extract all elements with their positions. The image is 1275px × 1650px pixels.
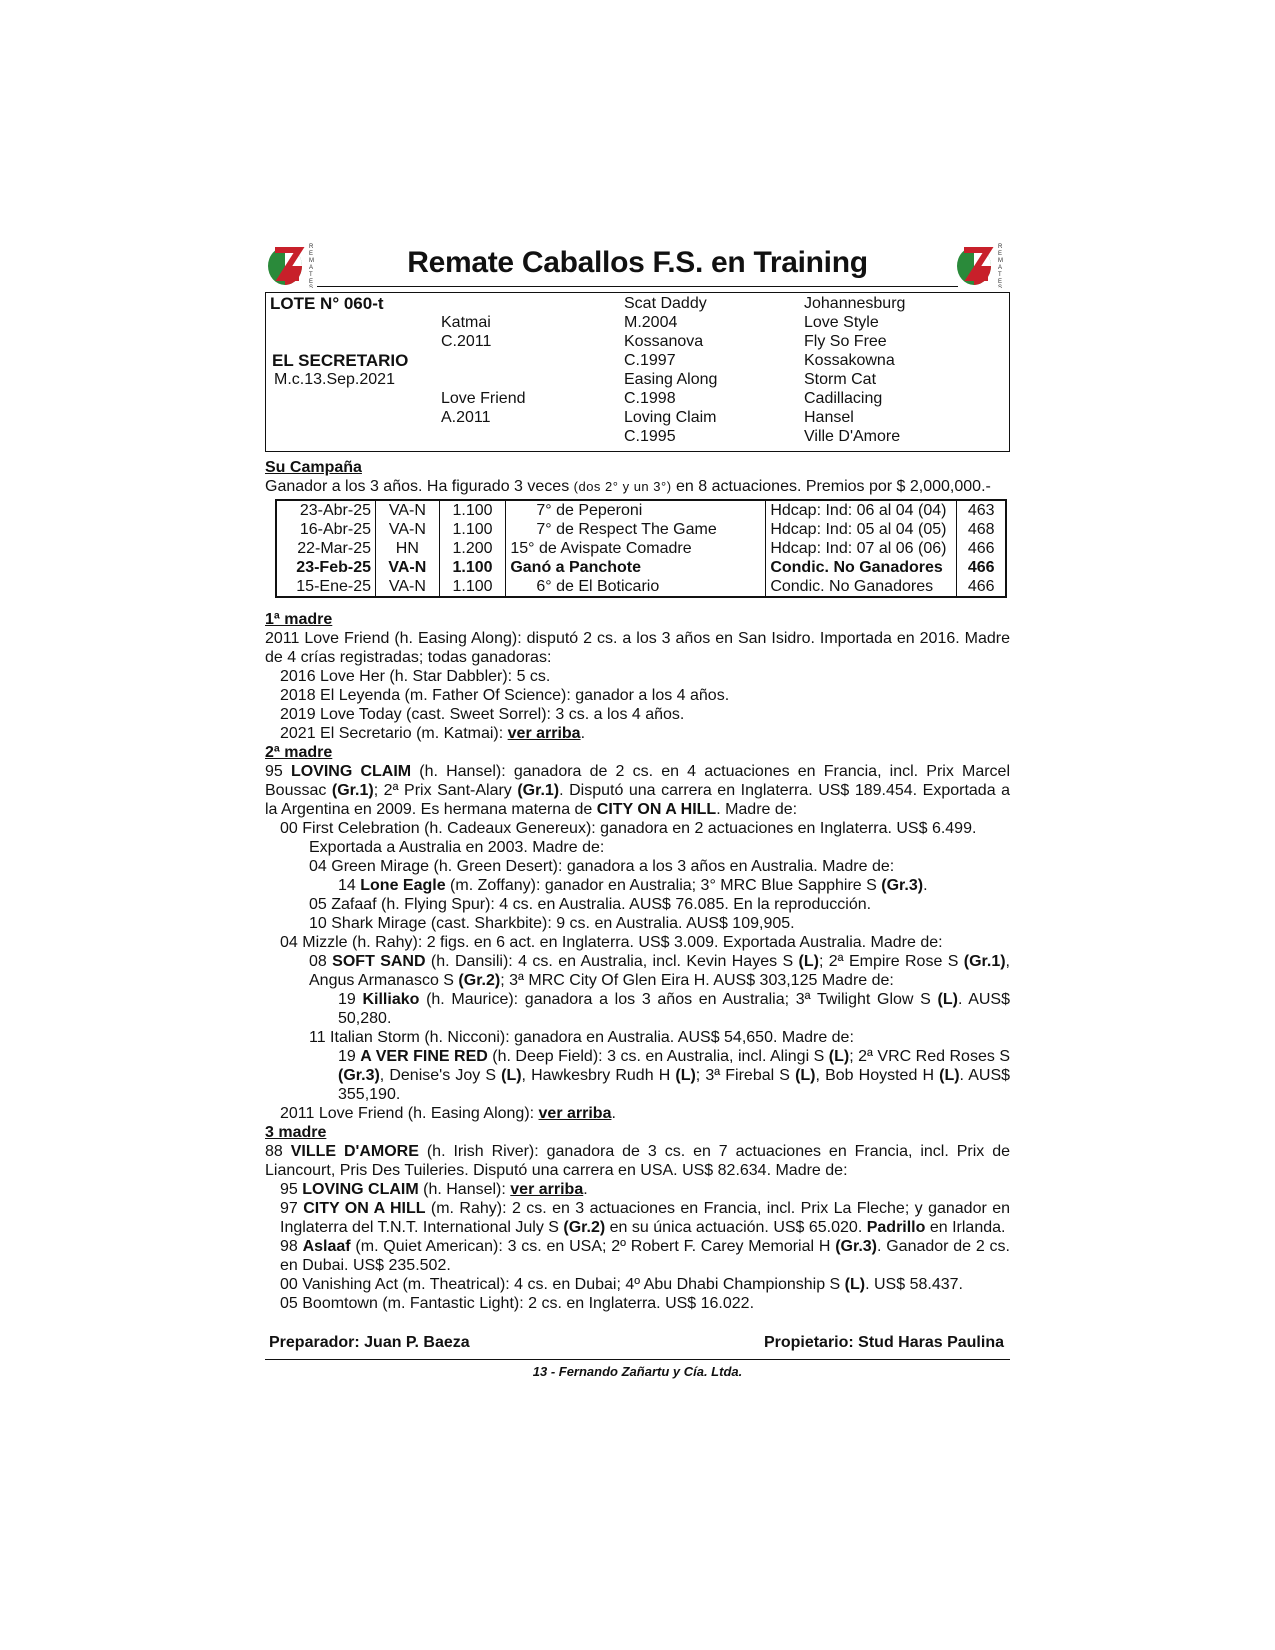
svg-text:T: T bbox=[309, 272, 313, 278]
grandparent-3-info: C.1998 bbox=[624, 390, 676, 407]
race-cell: VA-N bbox=[376, 520, 440, 539]
page-footer bbox=[265, 1333, 1010, 1353]
race-cell: 22-Mar-25 bbox=[276, 539, 376, 558]
race-cell: Condic. No Ganadores bbox=[766, 558, 957, 577]
race-row bbox=[276, 577, 1006, 597]
list-item: 19 Killiako (h. Maurice): ganadora a los 3 años en Australia; 3ª Twilight Glow S (L). AUS$ 50,280. bbox=[338, 991, 1010, 1027]
race-cell: Ganó a Panchote bbox=[506, 558, 766, 577]
race-cell: Condic. No Ganadores bbox=[766, 577, 957, 597]
svg-text:E: E bbox=[998, 279, 1003, 285]
svg-text:R: R bbox=[309, 244, 314, 250]
madre3-text: 88 VILLE D'AMORE (h. Irish River): ganadora de 3 cs. en 7 actuaciones en Francia, incl. Prix de Liancourt, Pris Des Tuileries. Disputó una carrera en USA. US$ 82.634. Madre de: bbox=[265, 1143, 1011, 1179]
page-number: 13 - Fernando Zañartu y Cía. Ltda. bbox=[532, 1364, 743, 1379]
lot-number: LOTE N° 060-t bbox=[270, 294, 384, 313]
race-cell: HN bbox=[376, 539, 440, 558]
list-item: 98 Aslaaf (m. Quiet American): 3 cs. en USA; 2º Robert F. Carey Memorial H (Gr.3). Ganador de 2 cs. en Dubai. US$ 235.502. bbox=[280, 1238, 1011, 1274]
race-cell: 1.100 bbox=[439, 558, 506, 577]
trainer: Preparador: Juan P. Baeza bbox=[269, 1334, 470, 1351]
great-grandparent: Ville D'Amore bbox=[804, 428, 901, 445]
svg-text:T: T bbox=[998, 272, 1002, 278]
list-item: 04 Green Mirage (h. Green Desert): ganadora a los 3 años en Australia. Madre de: bbox=[309, 858, 895, 875]
race-cell: 1.100 bbox=[439, 577, 506, 597]
pedigree-box bbox=[265, 292, 1010, 452]
race-row bbox=[276, 520, 1006, 539]
list-item: 00 Vanishing Act (m. Theatrical): 4 cs. en Dubai; 4º Abu Dhabi Championship S (L). US$ 58.437. bbox=[280, 1276, 963, 1293]
madre3-heading: 3 madre bbox=[265, 1124, 327, 1141]
list-item: 05 Boomtown (m. Fantastic Light): 2 cs. en Inglaterra. US$ 16.022. bbox=[280, 1295, 755, 1312]
remates-logo-right bbox=[954, 240, 1010, 288]
race-cell: 15° de Avispate Comadre bbox=[506, 539, 766, 558]
svg-text:R: R bbox=[998, 244, 1003, 250]
list-item: 14 Lone Eagle (m. Zoffany): ganador en Australia; 3° MRC Blue Sapphire S (Gr.3). bbox=[338, 877, 928, 894]
svg-text:E: E bbox=[309, 279, 314, 285]
race-row bbox=[276, 539, 1006, 558]
svg-text:M: M bbox=[309, 258, 314, 264]
list-item: 00 First Celebration (h. Cadeaux Genereux): ganadora en 2 actuaciones en Inglaterra. US$ 6.499. bbox=[280, 820, 977, 837]
race-row bbox=[276, 500, 1006, 520]
grandparent-1: Scat Daddy bbox=[624, 295, 707, 312]
list-item: 2016 Love Her (h. Star Dabbler): 5 cs. bbox=[280, 668, 551, 685]
svg-text:S: S bbox=[309, 285, 314, 288]
list-item: 05 Zafaaf (h. Flying Spur): 4 cs. en Australia. AUS$ 76.085. En la reproducción. bbox=[309, 896, 872, 913]
campaign-heading: Su Campaña bbox=[265, 459, 362, 476]
race-cell: 6° de El Boticario bbox=[506, 577, 766, 597]
svg-text:A: A bbox=[998, 265, 1003, 271]
great-grandparent: Hansel bbox=[804, 409, 854, 426]
madre2-text: 95 LOVING CLAIM (h. Hansel): ganadora de 2 cs. en 4 actuaciones en Francia, incl. Prix Marcel Boussac (Gr.1); 2ª Prix Sant-Alary (Gr.1). Disputó una carrera en Inglaterra. US$ 189.454. Exportada a la Argentina en 2009. Es hermana materna de CITY ON A HILL. Madre de: bbox=[265, 763, 1011, 818]
race-cell: 7° de Peperoni bbox=[506, 500, 766, 520]
svg-text:S: S bbox=[998, 285, 1003, 288]
race-cell: VA-N bbox=[376, 500, 440, 520]
list-item: 04 Mizzle (h. Rahy): 2 figs. en 6 act. en Inglaterra. US$ 3.009. Exportada Australia. Madre de: bbox=[280, 934, 943, 951]
grandparent-3: Easing Along bbox=[624, 371, 718, 388]
sire-info: C.2011 bbox=[441, 333, 492, 350]
svg-text:E: E bbox=[309, 251, 314, 257]
race-cell: Hdcap: Ind: 06 al 04 (04) bbox=[766, 500, 957, 520]
race-cell: 466 bbox=[957, 539, 1006, 558]
remates-logo-left bbox=[265, 240, 321, 288]
list-item: 95 LOVING CLAIM (h. Hansel): ver arriba. bbox=[280, 1181, 588, 1198]
race-cell: 23-Abr-25 bbox=[276, 500, 376, 520]
madre1-heading: 1ª madre bbox=[265, 611, 333, 628]
race-cell: 1.100 bbox=[439, 500, 506, 520]
list-item: 2021 El Secretario (m. Katmai): ver arriba. bbox=[280, 725, 586, 742]
great-grandparent: Storm Cat bbox=[804, 371, 877, 388]
catalog-page bbox=[265, 240, 1010, 1379]
list-item: 10 Shark Mirage (cast. Sharkbite): 9 cs. en Australia. AUS$ 109,905. bbox=[309, 915, 795, 932]
list-item: Exportada a Australia en 2003. Madre de: bbox=[309, 839, 605, 856]
great-grandparent: Kossakowna bbox=[804, 352, 895, 369]
page-header bbox=[265, 240, 1010, 290]
campaign-text: Ganador a los 3 años. Ha figurado 3 veces (dos 2° y un 3°) en 8 actuaciones. Premios por $ 2,000,000.- bbox=[265, 478, 991, 495]
great-grandparent: Cadillacing bbox=[804, 390, 883, 407]
grandparent-2-info: C.1997 bbox=[624, 352, 676, 369]
list-item: 19 A VER FINE RED (h. Deep Field): 3 cs. en Australia, incl. Alingi S (L); 2ª VRC Red Roses S (Gr.3), Denise's Joy S (L), Hawkesbry Rudh H (L); 3ª Firebal S (L), Bob Hoysted H (L). AUS$ 355,190. bbox=[338, 1048, 1011, 1103]
header-rule bbox=[317, 286, 958, 287]
footer-rule bbox=[265, 1359, 1010, 1360]
race-cell: Hdcap: Ind: 05 al 04 (05) bbox=[766, 520, 957, 539]
race-cell: VA-N bbox=[376, 577, 440, 597]
svg-text:A: A bbox=[309, 265, 314, 271]
race-cell: 468 bbox=[957, 520, 1006, 539]
list-item: 2018 El Leyenda (m. Father Of Science): ganador a los 4 años. bbox=[280, 687, 730, 704]
grandparent-4-info: C.1995 bbox=[624, 428, 676, 445]
race-cell: 1.100 bbox=[439, 520, 506, 539]
grandparent-2: Kossanova bbox=[624, 333, 704, 350]
grandparent-4: Loving Claim bbox=[624, 409, 717, 426]
sire-name: Katmai bbox=[441, 314, 491, 331]
race-cell: 23-Feb-25 bbox=[276, 558, 376, 577]
owner: Propietario: Stud Haras Paulina bbox=[763, 1334, 1004, 1351]
race-cell: 463 bbox=[957, 500, 1006, 520]
list-item: 11 Italian Storm (h. Nicconi): ganadora en Australia. AUS$ 54,650. Madre de: bbox=[309, 1029, 854, 1046]
dam-name: Love Friend bbox=[441, 390, 526, 407]
svg-text:E: E bbox=[998, 251, 1003, 257]
madre1-text: 2011 Love Friend (h. Easing Along): disputó 2 cs. a los 3 años en San Isidro. Importada en 2016. Madre de 4 crías registradas; todas ganadoras: bbox=[265, 630, 1010, 666]
race-row bbox=[276, 558, 1006, 577]
race-cell: 1.200 bbox=[439, 539, 506, 558]
page-title: Remate Caballos F.S. en Training bbox=[407, 246, 868, 279]
dam-info: A.2011 bbox=[441, 409, 491, 426]
list-item: 2011 Love Friend (h. Easing Along): ver arriba. bbox=[280, 1105, 616, 1122]
race-cell: 15-Ene-25 bbox=[276, 577, 376, 597]
race-cell: Hdcap: Ind: 07 al 06 (06) bbox=[766, 539, 957, 558]
svg-text:M: M bbox=[998, 258, 1003, 264]
horse-info: M.c.13.Sep.2021 bbox=[274, 371, 395, 388]
madre2-heading: 2ª madre bbox=[265, 744, 333, 761]
grandparent-1-info: M.2004 bbox=[624, 314, 678, 331]
great-grandparent: Fly So Free bbox=[804, 333, 887, 350]
race-cell: 16-Abr-25 bbox=[276, 520, 376, 539]
race-cell: 466 bbox=[957, 558, 1006, 577]
race-cell: VA-N bbox=[376, 558, 440, 577]
race-table bbox=[275, 499, 1007, 598]
horse-name: EL SECRETARIO bbox=[272, 351, 409, 370]
race-cell: 7° de Respect The Game bbox=[506, 520, 766, 539]
list-item: 08 SOFT SAND (h. Dansili): 4 cs. en Australia, incl. Kevin Hayes S (L); 2ª Empire Rose S (Gr.1), Angus Armanasco S (Gr.2); 3ª MRC City Of Glen Eira H. AUS$ 303,125 Madre de: bbox=[309, 953, 1010, 989]
great-grandparent: Johannesburg bbox=[804, 295, 906, 312]
race-cell: 466 bbox=[957, 577, 1006, 597]
great-grandparent: Love Style bbox=[804, 314, 879, 331]
list-item: 2019 Love Today (cast. Sweet Sorrel): 3 cs. a los 4 años. bbox=[280, 706, 685, 723]
list-item: 97 CITY ON A HILL (m. Rahy): 2 cs. en 3 actuaciones en Francia, incl. Prix La Fleche; y ganador en Inglaterra del T.N.T. International July S (Gr.2) en su única actuación. US$ 65.020. Padrillo en Irlanda. bbox=[280, 1200, 1011, 1236]
